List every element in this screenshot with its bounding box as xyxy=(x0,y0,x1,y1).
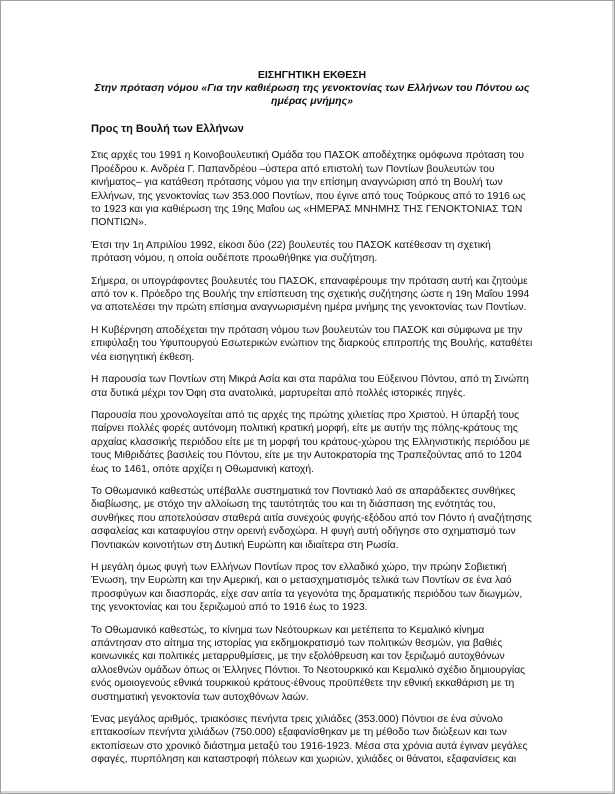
paragraph: Στις αρχές του 1991 η Κοινοβουλευτική Ομάδα του ΠΑΣΟΚ αποδέχτηκε ομόφωνα πρόταση του Προέδρου κ. Ανδρέα Γ. Παπανδρέου –ύστερα από επιστολή των Ποντίων βουλευτών του κινήματος– για κατάθεση πρότασης νόμου για την επίσημη αναγνώριση από τη Βουλή των Ελλήνων, της γενοκτονίας των 353.000 Ποντίων, που έγινε από τους Τούρκους από το 1916 ως το 1923 και για καθιέρωση της 19ης Μαΐου ως «ΗΜΕΡΑΣ ΜΝΗΜΗΣ ΤΗΣ ΓΕΝΟΚΤΟΝΙΑΣ ΤΩΝ ΠΟΝΤΙΩΝ». xyxy=(91,150,526,229)
paragraph: Ένας μεγάλος αριθμός, τριακόσιες πενήντα τρεις χιλιάδες (353.000) Πόντιοι σε ένα σύνολο επτακοσίων πενήντα χιλιάδων (750.000) εξαφανίσθηκαν με τη μέθοδο των διώξεων και των εκτοπίσεων στο χρονικό διάστημα μεταξύ του 1916-1923. Μέσα στα χρόνια αυτά έγιναν μεγάλες σφαγές, πυρπόληση και καταστροφή πόλεων και χωριών, χιλιάδες οι θάνατοι, εξαφανίσεις και xyxy=(91,714,528,766)
paragraph: Έτσι την 1η Απριλίου 1992, είκοσι δύο (22) βουλευτές του ΠΑΣΟΚ κατέθεσαν τη σχετική πρόταση νόμου, η οποία ουδέποτε προωθήθηκε για συζήτηση. xyxy=(91,239,491,265)
document-subtitle: Στην πρόταση νόμου «Για την καθιέρωση της γενοκτονίας των Ελλήνων του Πόντου ως ημέρας μνήμης» xyxy=(94,82,530,107)
document-title: ΕΙΣΗΓΗΤΙΚΗ ΕΚΘΕΣΗ xyxy=(257,69,367,81)
paragraph: Η παρουσία των Ποντίων στη Μικρά Ασία και στα παράλια του Εύξεινου Πόντου, από τη Σινώπη στα δυτικά μέχρι τον Όφη στα ανατολικά, μαρτυρείται από πολλές ιστορικές πηγές. xyxy=(91,374,529,399)
page-content xyxy=(91,69,533,776)
paragraph: Το Οθωμανικό καθεστώς υπέβαλλε συστηματικά τον Ποντιακό λαό σε απαράδεκτες συνθήκες διαβίωσης, με στόχο την αλλοίωση της ταυτότητάς του και τη διάσπαση της ενότητάς του, συνθήκες που αποτελούσαν σταθερά αιτία συνεχούς φυγής-εξόδου από τον Πόντο ή αναζήτησης ασφαλείας και καταφυγίου στην ορεινή ενδοχώρα. Η φυγή αυτή οδήγησε στο σχηματισμό των Ποντιακών κοινοτήτων στη Δυτική Ευρώπη και ιδιαίτερα στη Ρωσία. xyxy=(91,485,532,551)
paragraph: Το Οθωμανικό καθεστώς, το κίνημα των Νεότουρκων και μετέπειτα το Κεμαλικό κίνημα απάντησαν στο αίτημα της ιστορίας για εκδημοκρατισμό των πολιτικών θεσμών, για βαθιές κοινωνικές και πολιτικές μεταρρυθμίσεις, με την εξολόθρευση και τον ξεριζωμό αυτοχθόνων αλλοεθνών ομάδων όπως οι Έλληνες Πόντιοι. Το Νεοτουρκικό και Κεμαλικό σχέδιο δημιουργίας ενός ομοιογενούς εθνικά τουρκικού κράτους-έθνους προϋπέθετε την εθνική εκκαθάριση με τη συστηματική γενοκτονία των αυτοχθόνων λαών. xyxy=(91,624,526,703)
paragraph: Σήμερα, οι υπογράφοντες βουλευτές του ΠΑΣΟΚ, επαναφέρουμε την πρόταση αυτή και ζητούμε από τον κ. Πρόεδρο της Βουλής την επίσπευση της σχετικής συζήτησης ώστε η 19η Μαΐου 1994 να αποτελέσει την πρώτη επίσημα αναγνωρισμένη ημέρα μνήμης της γενοκτονίας των Ποντίων. xyxy=(91,275,530,314)
title-block xyxy=(91,69,533,108)
paragraph: Η μεγάλη όμως φυγή των Ελλήνων Ποντίων προς τον ελλαδικό χώρο, την πρώην Σοβιετική Ένωση, την Ευρώπη και την Αμερική, και ο μετασχηματισμός τελικά των Ποντίων σε ένα λαό προσφύγων και διασποράς, είχε σαν αιτία τα γεγονότα της δραματικής περιόδου των διωγμών, της γενοκτονίας και του ξεριζωμού από το 1916 έως το 1923. xyxy=(91,561,523,614)
paragraph: Η Κυβέρνηση αποδέχεται την πρόταση νόμου των βουλευτών του ΠΑΣΟΚ και σύμφωνα με την επιφύλαξη του Υφυπουργού Εσωτερικών ενώπιον της διαρκούς επιτροπής της Βουλής, καταθέτει νέα εισηγητική έκθεση. xyxy=(91,324,533,363)
paragraph: Παρουσία που χρονολογείται από τις αρχές της πρώτης χιλιετίας προ Χριστού. Η ύπαρξή τους παίρνει πολλές φορές αυτόνομη πολιτική κρατική μορφή, είτε με αυτήν της πόλης-κράτους της αρχαίας κλασσικής περιόδου είτε με τη μορφή του κράτους-χώρου της Ελληνιστικής περιόδου με τους Μιθριδάτες βασιλείς του Πόντου, είτε με την Αυτοκρατορία της Τραπεζούντας από το 1204 έως το 1461, οπότε αρχίζει η Οθωμανική κατοχή. xyxy=(91,409,530,475)
recipient-heading: Προς τη Βουλή των Ελλήνων xyxy=(91,123,244,135)
